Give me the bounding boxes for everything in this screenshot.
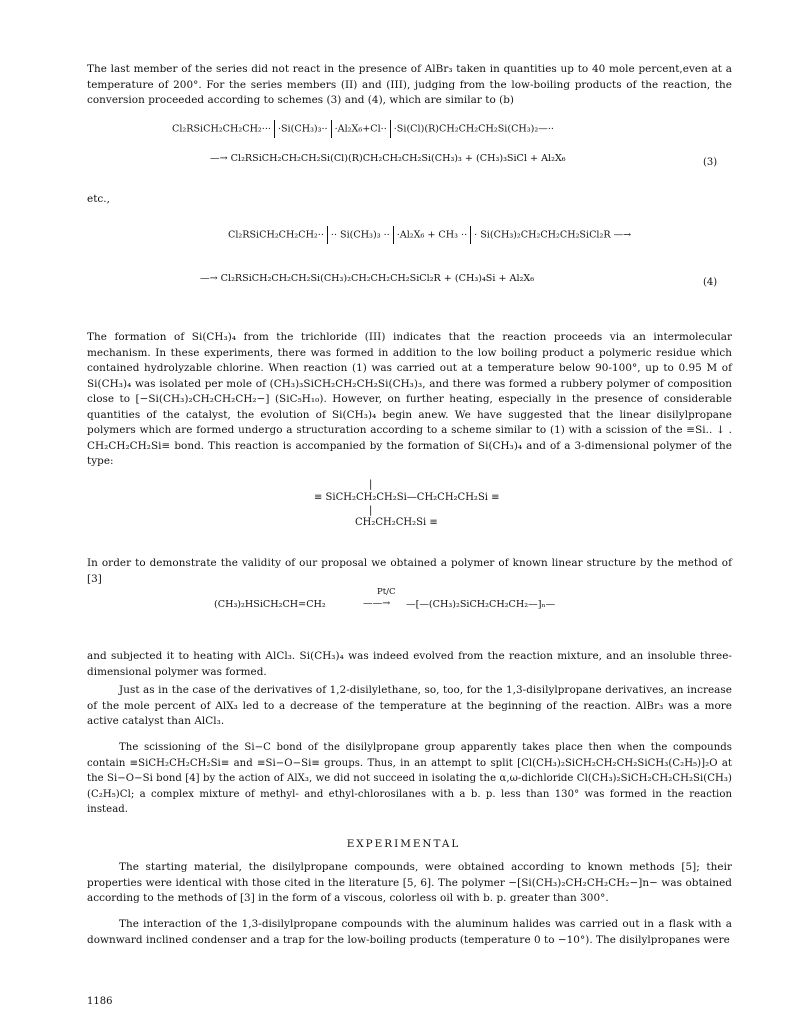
equation-4-line-2: —→ Cl₂RSiCH₂CH₂CH₂Si(CH₃)₂CH₂CH₂CH₂SiCl₂R + (CH₃)₄Si + Al₂X₆: [200, 273, 535, 284]
branch-bond-top: |: [369, 479, 373, 490]
paragraph-mechanism: The formation of Si(CH₃)₄ from the trichloride (III) indicates that the reaction proceeds via an intermolecular mechanism. In these experiments, there was formed in addition to the low boiling product a polymeric residue which contained hydrolyzable chlorine. When reaction (1) was carried out at a temperature below 90-100°, up to 0.95 M of Si(CH₃)₄ was isolated per mole of (CH₃)₃SiCH₂CH₂CH₂Si(CH₃)₃, and there was formed a rubbery polymer of composition close to [−Si(CH₃)₂CH₂CH₂CH₂−] (SiC₅H₁₀). However, on further heating, especially in the presence of considerable quantities of the catalyst, the evolution of Si(CH₃)₄ begin anew. We have suggested that the linear disilylpropane polymers which are formed undergo a structuration according to a scheme similar to (1) with a scission of the ≡Si.. ↓ . CH₂CH₂CH₂Si≡ bond. This reaction is accompanied by the formation of Si(CH₃)₄ and of a 3-dimensional polymer of the type:: [87, 331, 732, 467]
eq3-part-d: ·Si(Cl)(R)CH₂CH₂CH₂Si(CH₃)₂—··: [393, 123, 554, 135]
branch-bond-bottom: |: [369, 505, 373, 516]
paragraph-interaction: The interaction of the 1,3-disilylpropane compounds with the aluminum halides was carried out in a flask with a downward inclined condenser and a trap for the low-boiling products (temperature 0 to −10°). The disilylpropanes were: [87, 918, 732, 946]
section-heading-experimental: EXPERIMENTAL: [346, 838, 461, 850]
paragraph-intro: The last member of the series did not react in the presence of AlBr₃ taken in quantities up to 40 mole percent,even at a temperature of 200°. For the series members (II) and (III), judging from the low-boiling products of the reaction, the conversion proceeded according to schemes (3) and (4), which are similar to (b): [87, 63, 732, 106]
eq4-part-c: ·Al₂X₆ + CH₃ ··: [396, 229, 468, 241]
equation-4-number: (4): [703, 277, 718, 288]
equation-3-line-2: —→ Cl₂RSiCH₂CH₂CH₂Si(Cl)(R)CH₂CH₂CH₂Si(CH₃)₃ + (CH₃)₃SiCl + Al₂X₆: [210, 153, 566, 164]
scission-arrow-icon: [470, 226, 471, 244]
eq4-part-a: Cl₂RSiCH₂CH₂CH₂··: [228, 229, 324, 241]
polymer-structure-line-1: ≡ SiCH₂CH₂CH₂Si—CH₂CH₂CH₂Si ≡: [314, 492, 500, 503]
scission-arrow-icon: [393, 226, 394, 244]
etc-text: etc.,: [87, 193, 110, 205]
paragraph-heating: and subjected it to heating with AlCl₃. Si(CH₃)₄ was indeed evolved from the reaction mixture, and an insoluble three-dimensional polymer was formed.: [87, 650, 732, 678]
scission-arrow-icon: [274, 120, 275, 138]
reaction-product: —[—(CH₃)₂SiCH₂CH₂CH₂—]ₙ—: [406, 599, 556, 610]
polymer-structure-line-2: CH₂CH₂CH₂Si ≡: [355, 517, 438, 528]
eq3-part-a: Cl₂RSiCH₂CH₂CH₂···: [172, 123, 271, 135]
paragraph-starting-material: The starting material, the disilylpropane compounds, were obtained according to known methods [5]; their properties were identical with those cited in the literature [5, 6]. The polymer −[Si(CH₃)₂CH₂CH₂CH₂−]n− was obtained according to the methods of [3] in the form of a viscous, colorless oil with b. p. greater than 300°.: [87, 861, 732, 904]
scission-arrow-icon: [327, 226, 328, 244]
eq4-part-d: · Si(CH₃)₂CH₂CH₂CH₂SiCl₂R —→: [474, 229, 632, 241]
reaction-catalyst: Pt/C: [377, 587, 396, 597]
page-number: 1186: [87, 996, 113, 1007]
eq3-part-b: ·Si(CH₃)₃··: [277, 123, 328, 135]
equation-3-number: (3): [703, 157, 718, 168]
eq3-part-c: ·Al₂X₆+Cl··: [334, 123, 387, 135]
reaction-arrow-icon: ——→: [363, 598, 391, 609]
paragraph-catalyst-activity: Just as in the case of the derivatives of 1,2-disilylethane, so, too, for the 1,3-disilylpropane derivatives, an increase of the mole percent of AlX₃ led to a decrease of the temperature at the beginning of the reaction. AlBr₃ was a more active catalyst than AlCl₃.: [87, 684, 732, 727]
scission-arrow-icon: [331, 120, 332, 138]
reaction-reactant: (CH₃)₂HSiCH₂CH=CH₂: [214, 599, 326, 610]
eq4-part-b: ·· Si(CH₃)₃ ··: [330, 229, 390, 241]
equation-3-line-1: [172, 120, 554, 138]
paragraph-scission: The scissioning of the Si−C bond of the disilylpropane group apparently takes place then when the compounds contain ≡SiCH₂CH₂CH₂Si≡ and ≡Si−O−Si≡ groups. Thus, in an attempt to split [Cl(CH₃)₂SiCH₂CH₂CH₂SiCH₃(C₂H₅)]₂O at the Si−O−Si bond [4] by the action of AlX₃, we did not succeed in isolating the α,ω-dichloride Cl(CH₃)₂SiCH₂CH₂CH₂Si(CH₃)(C₂H₅)Cl; a complex mixture of methyl- and ethyl-chlorosilanes with a b. p. less than 130° was formed in the reaction instead.: [87, 742, 732, 815]
equation-4-line-1: [228, 226, 631, 244]
scission-arrow-icon: [390, 120, 391, 138]
paragraph-validity: In order to demonstrate the validity of our proposal we obtained a polymer of known linear structure by the method of [3]: [87, 557, 732, 585]
